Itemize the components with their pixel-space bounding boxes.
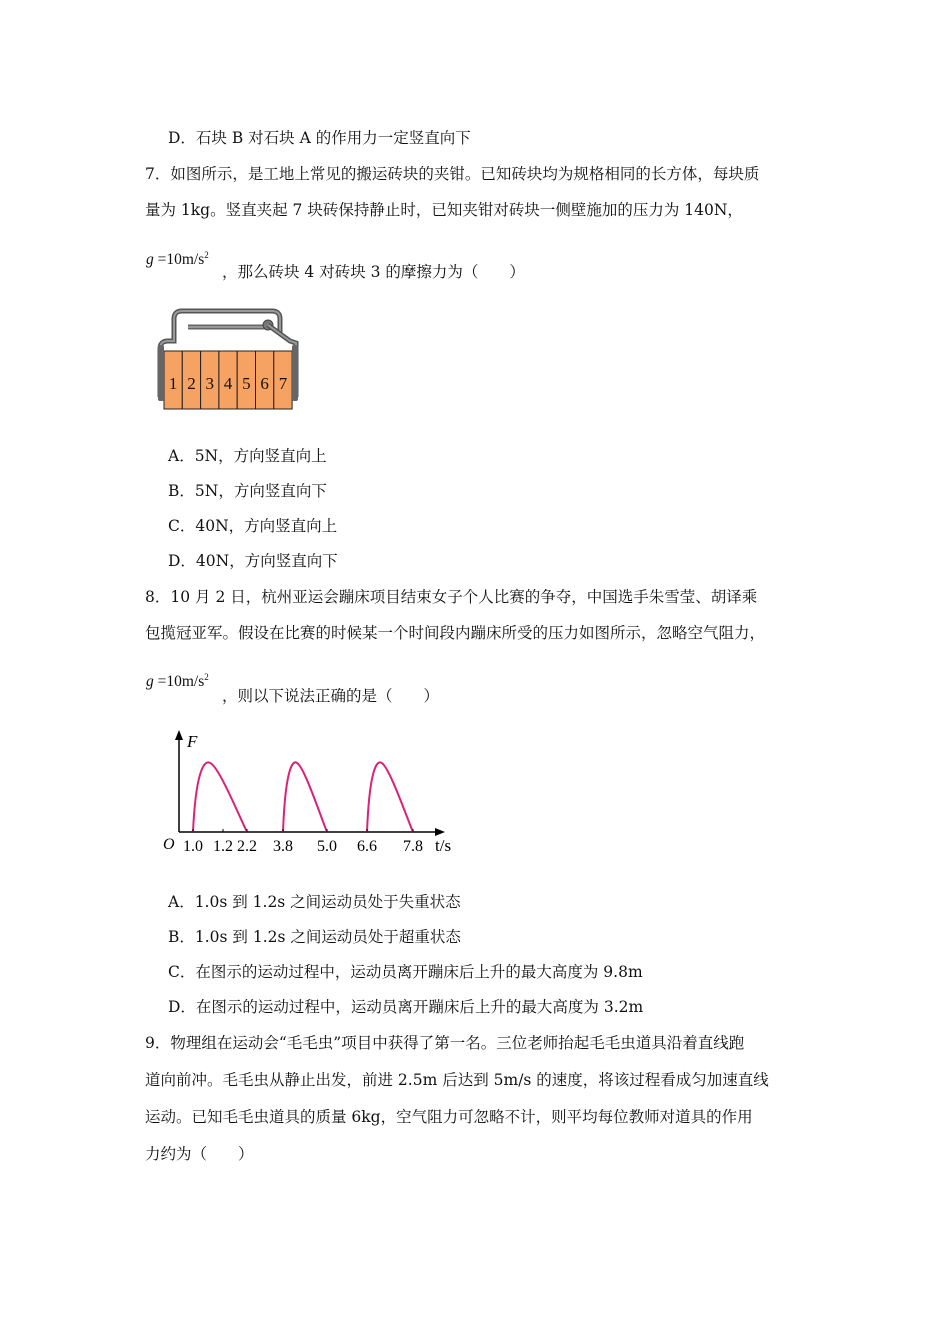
brick-label-6: 6 [260, 374, 269, 393]
x-tick-label: 5.0 [317, 838, 337, 855]
clamp-jaw-left [158, 345, 164, 401]
q9-stem-line-4: 力约为（ ） [145, 1145, 254, 1163]
q8-gravity-formula: $g =10m/s^2$ [146, 672, 209, 691]
pulse-curves [193, 762, 413, 832]
force-pulse-1 [193, 762, 247, 832]
origin-label: O [163, 836, 175, 853]
q7-option-a[interactable]: A．5N，方向竖直向上 [168, 447, 327, 465]
q7-option-d[interactable]: D．40N，方向竖直向下 [168, 552, 338, 570]
q8-stem-line-3: ，则以下说法正确的是（ ） [222, 687, 440, 705]
clamp-jaw-right [292, 345, 298, 401]
q8-stem-line-2: 包揽冠亚军。假设在比赛的时候某一个时间段内蹦床所受的压力如图所示，忽略空气阻力， [145, 624, 766, 642]
q7-stem-line-1: 7．如图所示，是工地上常见的搬运砖块的夹钳。已知砖块均为规格相同的长方体，每块质 [145, 165, 760, 183]
brick-label-4: 4 [223, 374, 233, 393]
q7-option-b[interactable]: B．5N，方向竖直向下 [168, 482, 327, 500]
force-pulse-2 [283, 762, 327, 832]
brick-label-2: 2 [187, 374, 196, 393]
q9-stem-line-1: 9．物理组在运动会“毛毛虫”项目中获得了第一名。三位老师抬起毛毛虫道具沿着直线跑 [145, 1034, 745, 1052]
x-axis-label: t/s [435, 836, 452, 855]
x-tick-label: 1.0 [183, 838, 203, 855]
x-axis-arrow [435, 828, 445, 836]
q7-stem-line-3: ，那么砖块 4 对砖块 3 的摩擦力为（ ） [222, 263, 525, 281]
y-axis-arrow [175, 730, 183, 740]
x-tick-label: 3.8 [273, 838, 293, 855]
force-pulse-3 [367, 762, 413, 832]
q7-option-c[interactable]: C．40N，方向竖直向上 [168, 517, 338, 535]
brick-label-5: 5 [242, 374, 251, 393]
q8-option-b[interactable]: B．1.0s 到 1.2s 之间运动员处于超重状态 [168, 928, 461, 946]
brick-clamp-figure [150, 305, 310, 415]
q8-option-d[interactable]: D．在图示的运动过程中，运动员离开蹦床后上升的最大高度为 3.2m [168, 998, 644, 1016]
brick-label-3: 3 [205, 374, 214, 393]
q9-stem-line-2: 道向前冲。毛毛虫从静止出发，前进 2.5m 后达到 5m/s 的速度，将该过程看成匀加速直线 [145, 1071, 769, 1089]
q8-stem-line-1: 8．10 月 2 日，杭州亚运会蹦床项目结束女子个人比赛的争夺，中国选手朱雪莹、胡译乘 [145, 588, 758, 606]
bricks-group [158, 345, 298, 409]
y-axis-label: F [187, 732, 198, 751]
q7-gravity-formula: $g =10m/s^2$ [146, 250, 209, 269]
force-time-chart [155, 725, 465, 860]
q7-stem-line-2: 量为 1kg。竖直夹起 7 块砖保持静止时，已知夹钳对砖块一侧壁施加的压力为 140N， [145, 201, 743, 219]
brick-label-7: 7 [278, 374, 288, 393]
x-tick-label: 7.8 [403, 838, 423, 855]
q6-option-d: D．石块 B 对石块 A 的作用力一定竖直向下 [168, 129, 471, 147]
q8-option-a[interactable]: A．1.0s 到 1.2s 之间运动员处于失重状态 [168, 893, 461, 911]
x-tick-label: 6.6 [357, 838, 377, 855]
x-tick-labels [183, 829, 423, 855]
q8-option-c[interactable]: C．在图示的运动过程中，运动员离开蹦床后上升的最大高度为 9.8m [168, 963, 643, 981]
q9-stem-line-3: 运动。已知毛毛虫道具的质量 6kg，空气阻力可忽略不计，则平均每位教师对道具的作用 [145, 1108, 753, 1126]
brick-label-1: 1 [168, 374, 178, 393]
x-tick-label: 2.2 [237, 838, 257, 855]
x-tick-label: 1.2 [213, 838, 233, 855]
